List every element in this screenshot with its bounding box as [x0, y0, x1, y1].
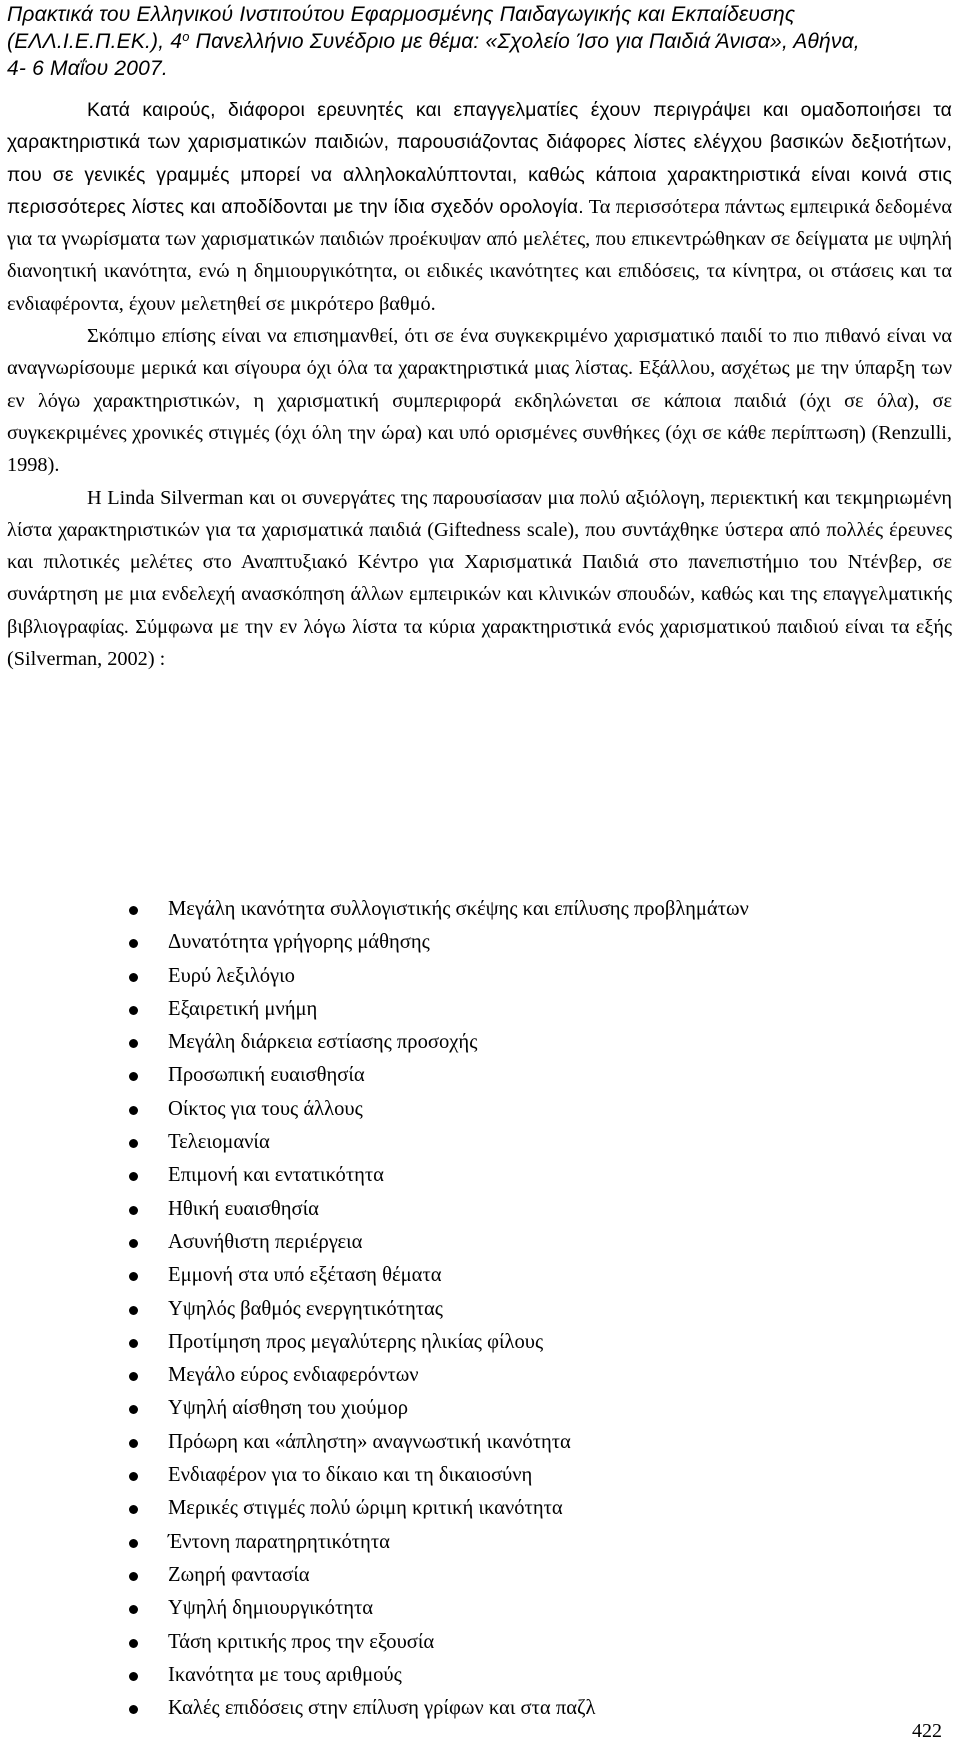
header-line-2-start: (ΕΛΛ.Ι.Ε.Π.ΕΚ.), 4 — [7, 30, 183, 53]
page-number: 422 — [912, 1720, 942, 1742]
list-item-text: Τελειομανία — [168, 1131, 270, 1154]
list-item-text: Καλές επιδόσεις στην επίλυση γρίφων και στα παζλ — [168, 1697, 596, 1720]
list-item-text: Υψηλή αίσθηση του χιούμορ — [168, 1397, 409, 1420]
bullet-icon — [129, 1239, 138, 1248]
list-item-text: Ευρύ λεξιλόγιο — [168, 964, 295, 987]
bullet-icon — [129, 1505, 138, 1514]
bullet-icon — [129, 1172, 138, 1181]
list-item-text: Προτίμηση προς μεγαλύτερης ηλικίας φίλους — [168, 1330, 544, 1353]
list-item-text: Μεγάλο εύρος ενδιαφερόντων — [168, 1364, 419, 1387]
list-item-text: Υψηλός βαθμός ενεργητικότητας — [168, 1297, 443, 1320]
list-item-text: Μερικές στιγμές πολύ ώριμη κριτική ικανότητα — [168, 1497, 563, 1520]
list-item — [7, 893, 952, 926]
list-item-text: Υψηλή δημιουργικότητα — [168, 1597, 374, 1620]
bullet-icon — [129, 939, 138, 948]
list-item — [7, 1259, 952, 1292]
list-item-text: Πρόωρη και «άπληστη» αναγνωστική ικανότητα — [168, 1430, 571, 1453]
bullet-icon — [129, 1372, 138, 1381]
list-item — [7, 1059, 952, 1092]
bullet-icon — [129, 1405, 138, 1414]
list-item-text: Τάση κριτικής προς την εξουσία — [168, 1630, 435, 1653]
list-item-text: Προσωπική ευαισθησία — [168, 1064, 365, 1087]
list-item-text: Μεγάλη ικανότητα συλλογιστικής σκέψης και επίλυσης προβλημάτων — [168, 898, 749, 920]
list-item — [7, 1692, 952, 1725]
list-item — [7, 1392, 952, 1425]
list-item — [7, 1626, 952, 1659]
list-item — [7, 1359, 952, 1392]
list-item — [7, 1592, 952, 1625]
list-item — [7, 1659, 952, 1692]
list-item-text: Οίκτος για τους άλλους — [168, 1097, 363, 1120]
list-item — [7, 1126, 952, 1159]
list-item-text: Έντονη παρατηρητικότητα — [168, 1530, 390, 1553]
bullet-icon — [129, 1339, 138, 1348]
bullet-icon — [129, 1106, 138, 1115]
list-item-text: Επιμονή και εντατικότητα — [168, 1164, 384, 1187]
giftedness-traits-list — [7, 893, 952, 1725]
list-item-text: Εξαιρετική μνήμη — [168, 997, 318, 1020]
list-item — [7, 1226, 952, 1259]
list-item — [7, 1159, 952, 1192]
paragraph-3: Η Linda Silverman και οι συνεργάτες της παρουσίασαν μια πολύ αξιόλογη, περιεκτική και τεκμηριωμένη λίστα χαρακτηριστικών για τα χαρισματικά παιδιά (Giftedness scale), που συντάχθηκε ύστερα από πολλές έρευνες και πιλοτικές μελέτες στο Αναπτυξιακό Κέντρο για Χαρισματικά Παιδιά στο πανεπιστήμιο του Ντένβερ, σε συνάρτηση με μια ενδελεχή ανασκόπηση άλλων εμπειρικών και κλινικών σπουδών, καθώς και της επαγγελματικής βιβλιογραφίας. Σύμφωνα με την εν λόγω λίστα τα κύρια χαρακτηριστικά ενός χαρισματικού παιδιού είναι τα εξής (Silverman, 2002) : — [7, 486, 952, 671]
bullet-icon — [129, 1672, 138, 1681]
list-item — [7, 1193, 952, 1226]
bullet-icon — [129, 1272, 138, 1281]
paragraph-1 — [7, 94, 952, 320]
list-item-text: Εμμονή στα υπό εξέταση θέματα — [168, 1264, 442, 1287]
bullet-icon — [129, 1539, 138, 1548]
header-line-2 — [7, 28, 955, 55]
list-item-text: Ζωηρή φαντασία — [168, 1563, 310, 1586]
bullet-icon — [129, 973, 138, 982]
header-ordinal-superscript: ο — [182, 29, 190, 44]
bullet-icon — [129, 1072, 138, 1081]
bullet-icon — [129, 1572, 138, 1581]
bullet-icon — [129, 1206, 138, 1215]
list-item-text: Ενδιαφέρον για το δίκαιο και τη δικαιοσύνη — [168, 1464, 533, 1487]
paragraph-1-sans-part: Κατά καιρούς, διάφοροι ερευνητές και επαγγελματίες έχουν περιγράψει και ομαδοποιήσει τα χαρακτηριστικά των χαρισματικών παιδιών, παρουσιάζοντας διάφορες λίστες ελέγχου βασικών δεξιοτήτων, που σε γενικές γραμμές μπορεί να αλληλοκαλύπτονται, καθώς κάποια χαρακτηριστικά είναι κοινά στις περισσότερες λίστες και αποδίδονται με την ίδια σχεδόν ορολογία. — [7, 99, 952, 218]
paragraph-2: Σκόπιμο επίσης είναι να επισημανθεί, ότι σε ένα συγκεκριμένο χαρισματικό παιδί το πιο πιθανό είναι να αναγνωρίσουμε μερικά και σίγουρα όχι όλα τα χαρακτηριστικά μιας λίστας. Εξάλλου, ασχέτως με την ύπαρξη των εν λόγω χαρακτηριστικών, η χαρισματική συμπεριφορά εκδηλώνεται σε κάποια παιδιά (όχι σε όλα), σε συγκεκριμένες χρονικές στιγμές (όχι όλη την ώρα) και υπό ορισμένες συνθήκες (όχι σε κάθε περίπτωση) (Renzulli, 1998). — [7, 325, 952, 477]
list-item — [7, 1026, 952, 1059]
bullet-icon — [129, 1306, 138, 1315]
list-item-text: Ασυνήθιστη περιέργεια — [168, 1230, 363, 1253]
paragraph-1-serif-part: Τα περισσότερα πάντως εμπειρικά δεδομένα για τα γνωρίσματα των χαρισματικών παιδιών προέκυψαν από μελέτες, που επικεντρώθηκαν σε δείγματα με υψηλή διανοητική ικανότητα, ενώ η δημιουργικότητα, οι ειδικές ικανότητες και επιδόσεις, τα κίνητρα, οι στάσεις και τα ενδιαφέροντα, έχουν μελετηθεί σε μικρότερο βαθμό. — [7, 195, 952, 315]
list-item — [7, 1293, 952, 1326]
article-body — [7, 94, 952, 1720]
list-item — [7, 926, 952, 959]
list-item — [7, 1426, 952, 1459]
bullet-icon — [129, 1472, 138, 1481]
list-item — [7, 1326, 952, 1359]
bullet-icon — [129, 1006, 138, 1015]
bullet-icon — [129, 1705, 138, 1714]
bullet-icon — [129, 1039, 138, 1048]
list-item — [7, 993, 952, 1026]
list-item-text: Ικανότητα με τους αριθμούς — [168, 1663, 402, 1686]
running-header — [7, 1, 955, 82]
list-item — [7, 1459, 952, 1492]
list-item-text: Δυνατότητα γρήγορης μάθησης — [168, 931, 430, 954]
header-line-1: Πρακτικά του Ελληνικού Ινστιτούτου Εφαρμοσμένης Παιδαγωγικής και Εκπαίδευσης — [7, 3, 796, 26]
list-item — [7, 1492, 952, 1525]
bullet-icon — [129, 1139, 138, 1148]
bullet-icon — [129, 1439, 138, 1448]
list-item — [7, 1526, 952, 1559]
list-item-text: Μεγάλη διάρκεια εστίασης προσοχής — [168, 1031, 478, 1054]
header-line-2-end: Πανελλήνιο Συνέδριο με θέμα: «Σχολείο Ίσο για Παιδιά Άνισα», Αθήνα, — [189, 30, 860, 53]
list-item — [7, 1093, 952, 1126]
list-item-text: Ηθική ευαισθησία — [168, 1197, 319, 1220]
bullet-icon — [129, 1639, 138, 1648]
list-item — [7, 1559, 952, 1592]
bullet-icon — [129, 1605, 138, 1614]
header-line-3: 4- 6 Μαΐου 2007. — [7, 57, 168, 80]
list-item — [7, 960, 952, 993]
bullet-icon — [129, 906, 138, 915]
